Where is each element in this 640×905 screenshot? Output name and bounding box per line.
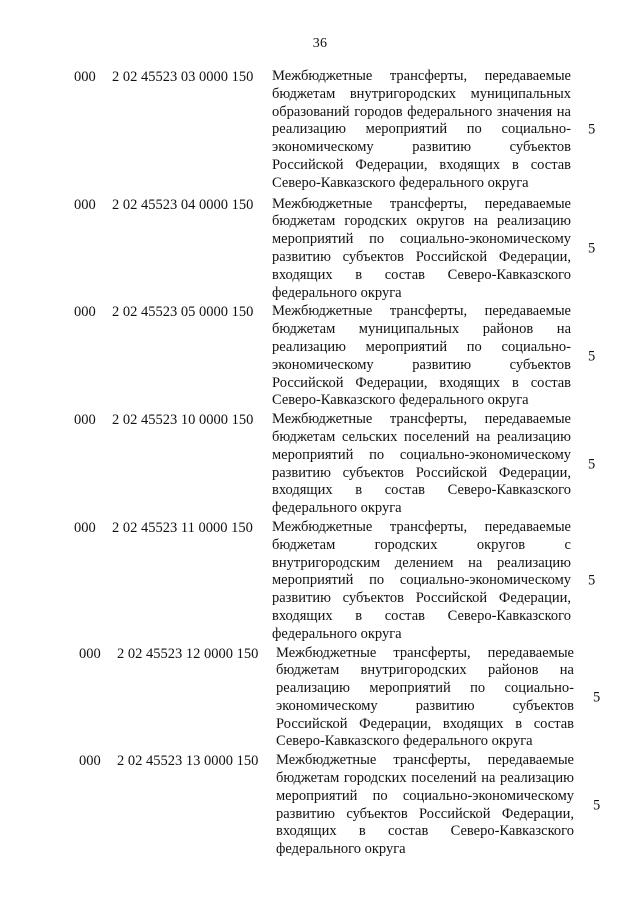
revenue-name: Межбюджетные трансферты, передаваемые бюджетам внутригородских муниципальных образований городов федерального значения на реализацию мероприятий по социально-экономическому развитию субъектов Российской Федерации, входящих в состав Северо-Кавказского федерального округа [272,68,571,191]
budget-classification-code: 2 02 45523 03 0000 150 [112,69,254,85]
amount-value: 5 [588,121,596,138]
revenue-name: Межбюджетные трансферты, передаваемые бюджетам сельских поселений на реализацию мероприятий по социально-экономическому развитию субъектов Российской Федерации, входящих в состав Северо-Кавказского федерального округа [272,411,571,517]
admin-code: 000 [74,304,96,321]
amount-value: 5 [593,797,601,814]
table-row [0,196,640,303]
table-row [0,519,640,644]
amount-value: 5 [588,240,596,257]
amount-value: 5 [588,456,596,473]
admin-code: 000 [79,645,101,662]
budget-table [0,68,640,859]
budget-classification-code: 2 02 45523 04 0000 150 [112,196,254,213]
page-number: 36 [312,36,328,51]
admin-code: 000 [74,412,96,429]
revenue-name: Межбюджетные трансферты, передаваемые бюджетам городских округов с внутригородским делением на реализацию мероприятий по социально-экономическому развитию субъектов Российской Федерации, входящих в состав Северо-Кавказского федерального округа [272,518,571,642]
amount-value: 5 [588,348,596,365]
revenue-name: Межбюджетные трансферты, передаваемые бюджетам городских поселений на реализацию мероприятий по социально-экономическому развитию субъектов Российской Федерации, входящих в состав Северо-Кавказского федерального округа [276,752,574,858]
amount-value: 5 [588,572,596,589]
table-row [0,752,640,859]
table-row [0,411,640,518]
revenue-name: Межбюджетные трансферты, передаваемые бюджетам внутригородских районов на реализацию мероприятий по социально-экономическому развитию субъектов Российской Федерации, входящих в состав Северо-Кавказского федерального округа [276,644,574,750]
budget-classification-code: 2 02 45523 13 0000 150 [117,753,259,770]
admin-code: 000 [74,519,96,536]
amount-value: 5 [593,689,601,706]
revenue-name: Межбюджетные трансферты, передаваемые бюджетам муниципальных районов на реализацию мероприятий по социально-экономическому развитию субъектов Российской Федерации, входящих в состав Северо-Кавказского федерального округа [272,303,571,409]
revenue-name: Межбюджетные трансферты, передаваемые бюджетам городских округов на реализацию мероприятий по социально-экономическому развитию субъектов Российской Федерации, входящих в состав Северо-Кавказского федерального округа [272,195,571,301]
admin-code: 000 [74,196,96,213]
admin-code: 000 [79,753,101,770]
table-row [0,645,640,752]
budget-classification-code: 2 02 45523 10 0000 150 [112,412,254,429]
table-row [0,68,640,193]
budget-classification-code: 2 02 45523 12 0000 150 [117,645,259,662]
budget-classification-code: 2 02 45523 05 0000 150 [112,304,254,321]
table-row [0,303,640,410]
budget-classification-code: 2 02 45523 11 0000 150 [112,519,253,536]
admin-code: 000 [74,69,96,85]
